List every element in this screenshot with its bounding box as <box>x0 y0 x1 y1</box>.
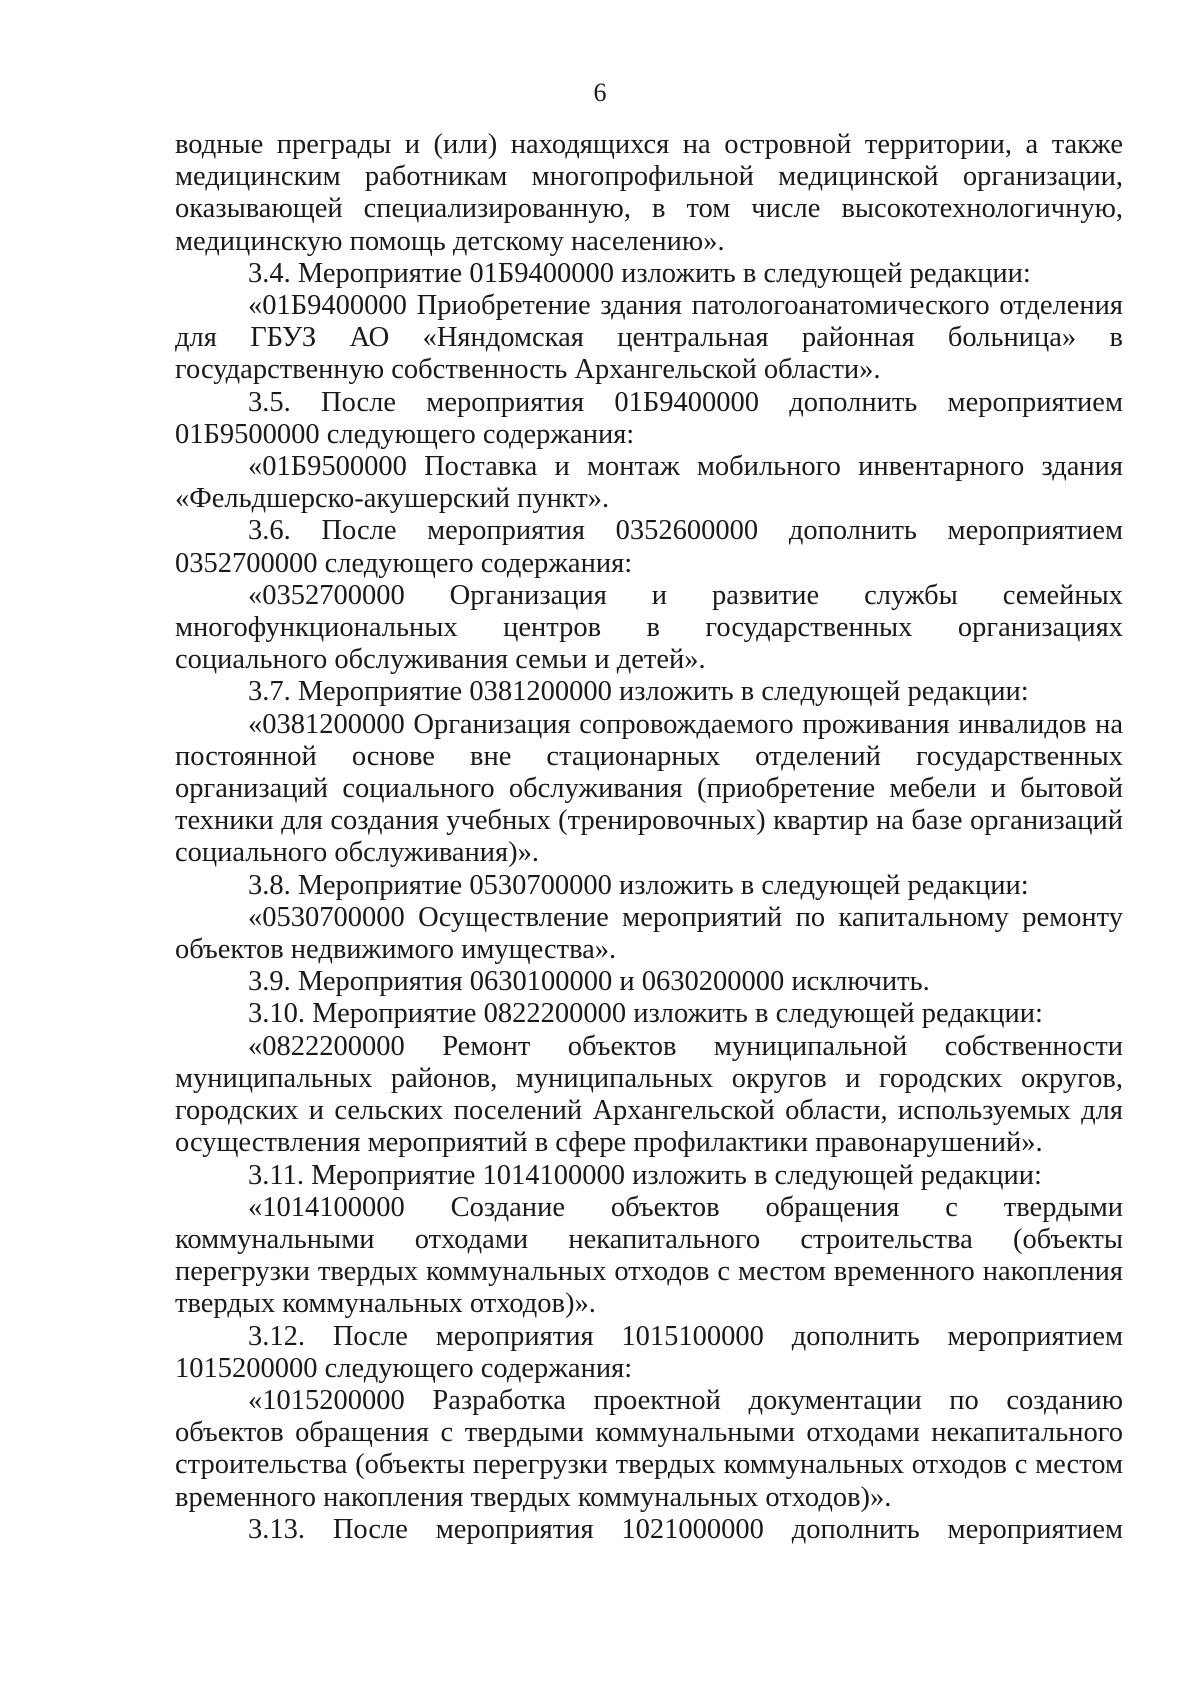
paragraph-quote-0530700000: «0530700000 Осуществление мероприятий по капитальному ремонту объектов недвижимого имущества». <box>175 901 1123 966</box>
paragraph-quote-01b9500000: «01Б9500000 Поставка и монтаж мобильного инвентарного здания «Фельдшерско-акушерский пункт». <box>175 451 1123 515</box>
paragraph-item-3-11: 3.11. Мероприятие 1014100000 изложить в следующей редакции: <box>248 1159 1042 1191</box>
document-body <box>175 129 1123 1546</box>
paragraph-continuation: водные преграды и (или) находящихся на островной территории, а также медицинским работникам многопрофильной медицинской организации, оказывающей специализированную, в том числе высокотехнологичную, медицинскую помощь детскому населению». <box>175 129 1123 257</box>
paragraph-quote-1014100000: «1014100000 Создание объектов обращения с твердыми коммунальными отходами некапитального строительства (объекты перегрузки твердых коммунальных отходов с местом временного накопления твердых коммунальных отходов)». <box>175 1191 1123 1320</box>
page-number: 6 <box>593 78 607 107</box>
paragraph-item-3-12: 3.12. После мероприятия 1015100000 дополнить мероприятием 1015200000 следующего содержания: <box>175 1320 1123 1384</box>
paragraph-item-3-4: 3.4. Мероприятие 01Б9400000 изложить в следующей редакции: <box>248 257 1031 289</box>
paragraph-item-3-6: 3.6. После мероприятия 0352600000 дополнить мероприятием 0352700000 следующего содержания: <box>175 515 1123 579</box>
paragraph-quote-1015200000: «1015200000 Разработка проектной документации по созданию объектов обращения с твердыми коммунальными отходами некапитального строительства (объекты перегрузки твердых коммунальных отходов с местом временного накопления твердых коммунальных отходов)». <box>175 1384 1123 1513</box>
paragraph-quote-0352700000: «0352700000 Организация и развитие службы семейных многофункциональных центров в государственных организациях социального обслуживания семьи и детей». <box>175 579 1123 676</box>
paragraph-item-3-8: 3.8. Мероприятие 0530700000 изложить в следующей редакции: <box>248 869 1029 901</box>
paragraph-item-3-13: 3.13. После мероприятия 1021000000 дополнить мероприятием <box>248 1513 1123 1545</box>
paragraph-quote-0822200000: «0822200000 Ремонт объектов муниципальной собственности муниципальных районов, муниципальных округов и городских округов, городских и сельских поселений Архангельской области, используемых для осуществления мероприятий в сфере профилактики правонарушений». <box>175 1030 1123 1159</box>
paragraph-item-3-10: 3.10. Мероприятие 0822200000 изложить в следующей редакции: <box>248 998 1043 1030</box>
paragraph-item-3-7: 3.7. Мероприятие 0381200000 изложить в следующей редакции: <box>248 676 1029 708</box>
paragraph-item-3-5: 3.5. После мероприятия 01Б9400000 дополнить мероприятием 01Б9500000 следующего содержания: <box>175 386 1123 450</box>
paragraph-quote-0381200000: «0381200000 Организация сопровождаемого проживания инвалидов на постоянной основе вне стационарных отделений государственных организаций социального обслуживания (приобретение мебели и бытовой техники для создания учебных (тренировочных) квартир на базе организаций социального обслуживания)». <box>175 708 1123 869</box>
paragraph-quote-01b9400000: «01Б9400000 Приобретение здания патологоанатомического отделения для ГБУЗ АО «Няндомская центральная районная больница» в государственную собственность Архангельской области». <box>175 290 1123 386</box>
paragraph-item-3-9: 3.9. Мероприятия 0630100000 и 0630200000 исключить. <box>248 966 930 998</box>
